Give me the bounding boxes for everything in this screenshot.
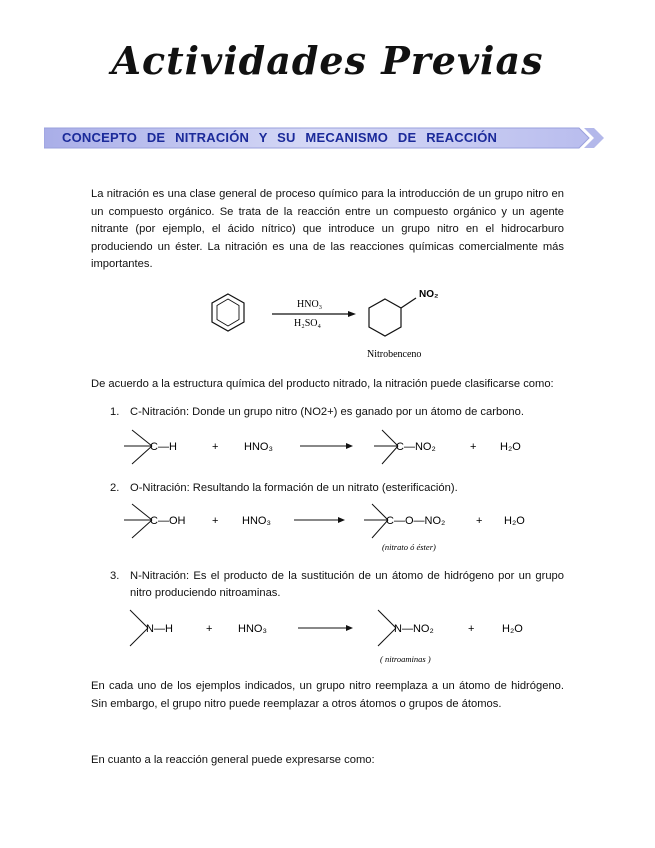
reactant: N—H xyxy=(146,623,173,635)
plus-sign: + xyxy=(206,623,213,635)
o-nitration-scheme xyxy=(120,500,540,556)
byproduct: H₂O xyxy=(500,441,521,453)
reactant: C—OH xyxy=(150,515,186,527)
general-reaction-intro: En cuanto a la reacción general puede expresarse como: xyxy=(91,754,375,766)
intro-paragraph: La nitración es una clase general de proceso químico para la introducción de un grupo nitro en un compuesto orgánico. Se trata de la reacción entre un compuesto orgánico y un agente nitrante (por ejemplo, el ácido nítrico) que introduce un grupo nitro en el hidrocarburo produciendo un éster. La nitración es una de las reacciones químicas comercialmente más importantes. xyxy=(91,188,564,270)
list-item-text: N-Nitración: Es el producto de la sustitución de un átomo de hidrógeno por un grupo nitro produciendo nitroaminas. xyxy=(130,570,564,599)
section-heading: CONCEPTO DE NITRACIÓN Y SU MECANISMO DE REACCIÓN xyxy=(62,130,498,145)
classification-intro: De acuerdo a la estructura química del producto nitrado, la nitración puede clasificarse como: xyxy=(91,378,554,390)
summary-paragraph: En cada uno de los ejemplos indicados, un grupo nitro reemplaza a un átomo de hidrógeno. Sin embargo, el grupo nitro puede reemplazar a otros átomos o grupos de átomos. xyxy=(91,680,564,710)
plus-sign: + xyxy=(476,515,483,527)
reagent-hno3: HNO₃ xyxy=(297,299,323,310)
nitrobenzene-ring xyxy=(369,299,401,336)
benzene-nitration-scheme xyxy=(200,282,460,362)
list-item-text: O-Nitración: Resultando la formación de un nitrato (esterificación). xyxy=(130,482,458,494)
byproduct: H₂O xyxy=(502,623,523,635)
n-nitration-scheme xyxy=(120,606,540,668)
plus-sign: + xyxy=(212,441,219,453)
reactant: C—H xyxy=(150,441,177,453)
substituent-no2: NO₂ xyxy=(419,289,439,300)
byproduct: H₂O xyxy=(504,515,525,527)
product: N—NO₂ xyxy=(394,623,434,635)
product-caption: Nitrobenceno xyxy=(367,349,422,360)
page-title: Actividades Previas xyxy=(111,38,544,83)
reagent-h2so4: H₂SO₄ xyxy=(294,318,321,329)
plus-sign: + xyxy=(468,623,475,635)
product: C—NO₂ xyxy=(396,441,436,453)
reagent: HNO₃ xyxy=(238,623,267,635)
product: C—O—NO₂ xyxy=(386,515,446,527)
plus-sign: + xyxy=(470,441,477,453)
reagent: HNO₃ xyxy=(244,441,273,453)
plus-sign: + xyxy=(212,515,219,527)
c-nitration-scheme xyxy=(120,426,540,470)
reagent: HNO₃ xyxy=(242,515,271,527)
section-banner xyxy=(44,124,604,152)
product-caption: (nitrato ó éster) xyxy=(382,542,436,552)
product-caption: ( nitroaminas ) xyxy=(380,654,431,664)
list-item-text: C-Nitración: Donde un grupo nitro (NO2+) es ganado por un átomo de carbono. xyxy=(130,406,524,418)
